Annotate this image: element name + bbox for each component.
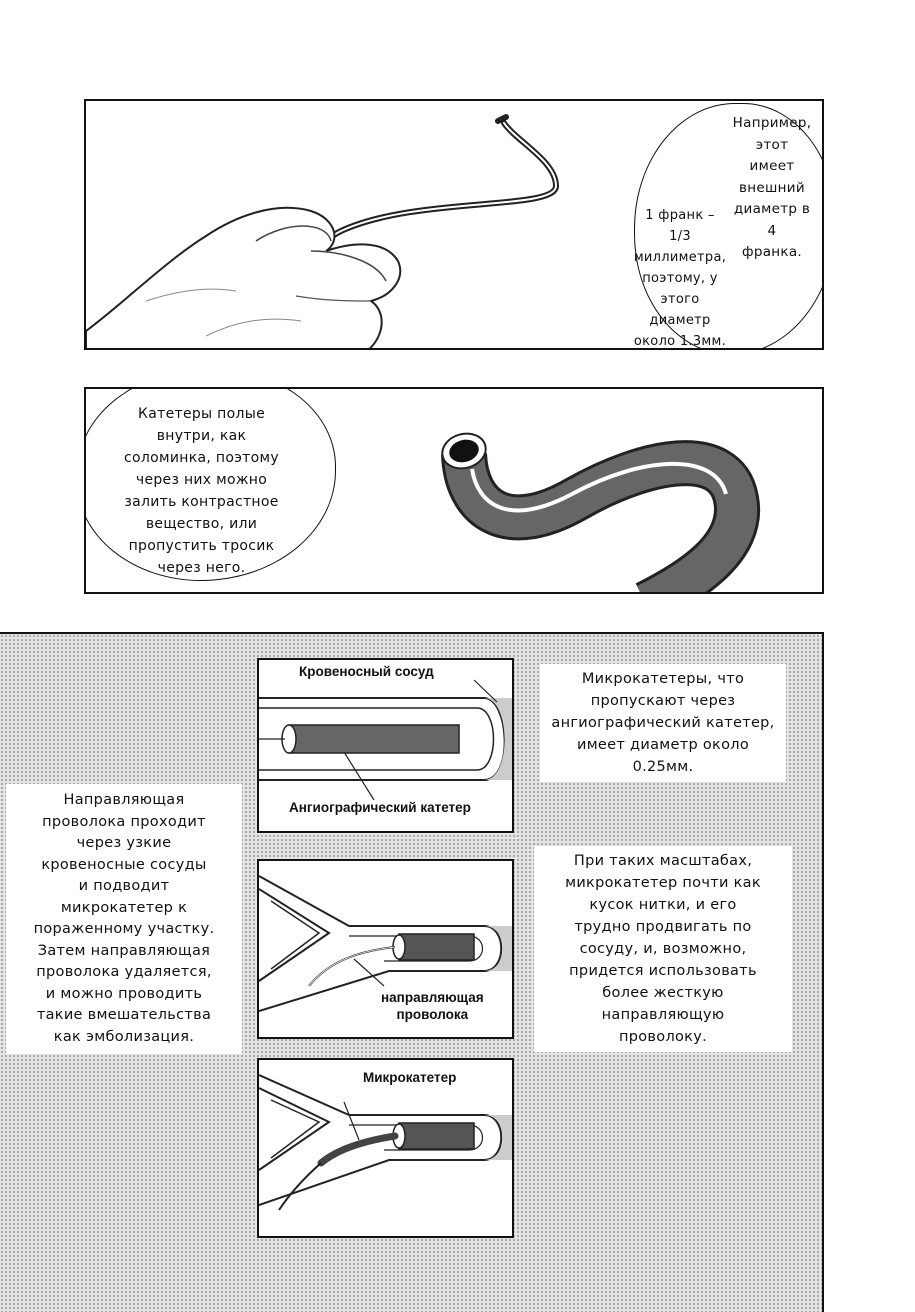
bubble-text: Катетеры полые внутри, как соломинка, поэтому через них можно залить контрастное вещество, или пропустить тросик через него.: [124, 406, 279, 576]
scale-explanation-text: При таких масштабах, микрокатетер почти как кусок нитки, и его трудно продвигать по сосуду, и, возможно, придется использовать более жесткую направляющую проволоку.: [534, 846, 792, 1052]
diagram-guidewire: [257, 859, 514, 1039]
note-text: 1 франк – 1/3 миллиметра, поэтому, у этого диаметр около 1.3мм.: [633, 208, 727, 349]
microcatheter-drawing: [259, 1060, 512, 1236]
bubble-text: Например, этот имеет внешний диаметр в 4 франка.: [732, 115, 812, 260]
vessel-label: Кровеносный сосуд: [295, 664, 438, 679]
hollow-tube-illustration: [86, 389, 824, 594]
microcatheter-label: Микрокатетер: [359, 1070, 460, 1085]
diagram-microcatheter: [257, 1058, 514, 1238]
guidewire-explanation-text: Направляющая проволока проходит через узкие кровеносные сосуды и подводит микрокатетер к пораженному участку. Затем направляющая проволока удаляется, и можно проводить такие вмешательства как эмболизация.: [6, 784, 242, 1054]
guidewire-label: направляющая проволока: [377, 989, 488, 1023]
microcatheter-diameter-text: Микрокатетеры, что пропускают через ангиографический катетер, имеет диаметр около 0.25мм.: [540, 664, 786, 782]
panel-microcatheter-diagrams: [0, 632, 824, 1312]
panel-hollow-catheter: [84, 387, 824, 594]
diagram-vessel-catheter: [257, 658, 514, 833]
angiographic-catheter-label: Ангиографический катетер: [285, 800, 475, 815]
panel-hand-catheter: [84, 99, 824, 350]
